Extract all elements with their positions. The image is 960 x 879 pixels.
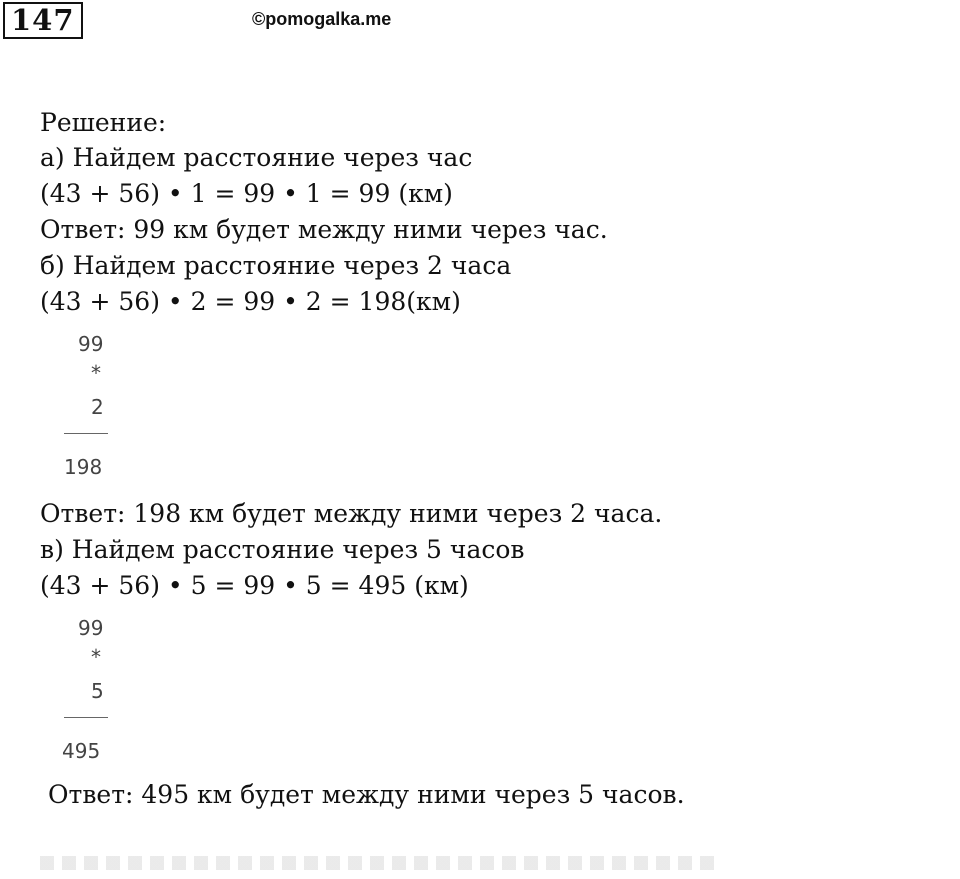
part-c-operand1: 99 [78,616,104,640]
part-b-operand1: 99 [78,332,104,356]
part-b-calc-divider [64,433,108,434]
part-b-formula: (43 + 56) • 2 = 99 • 2 = 198(км) [40,287,461,316]
part-c-operator: * [91,645,101,669]
part-c-answer: Ответ: 495 км будет между ними через 5 часов. [48,780,685,809]
part-b-result: 198 [64,455,103,479]
part-b-operator: * [91,361,101,385]
part-a-title: а) Найдем расстояние через час [40,143,473,172]
part-c-title: в) Найдем расстояние через 5 часов [40,535,525,564]
watermark: ©pomogalka.me [252,9,392,29]
part-c-result: 495 [62,739,101,763]
part-a-formula: (43 + 56) • 1 = 99 • 1 = 99 (км) [40,179,453,208]
part-c-operand2: 5 [91,679,104,703]
task-number: 147 [3,2,83,39]
part-a-answer: Ответ: 99 км будет между ними через час. [40,215,608,244]
part-b-operand2: 2 [91,395,104,419]
solution-heading: Решение: [40,108,167,137]
part-b-answer: Ответ: 198 км будет между ними через 2 часа. [40,499,663,528]
part-c-formula: (43 + 56) • 5 = 99 • 5 = 495 (км) [40,571,469,600]
part-c-calc-divider [64,717,108,718]
part-b-title: б) Найдем расстояние через 2 часа [40,251,512,280]
faded-text-artifact [40,856,720,870]
